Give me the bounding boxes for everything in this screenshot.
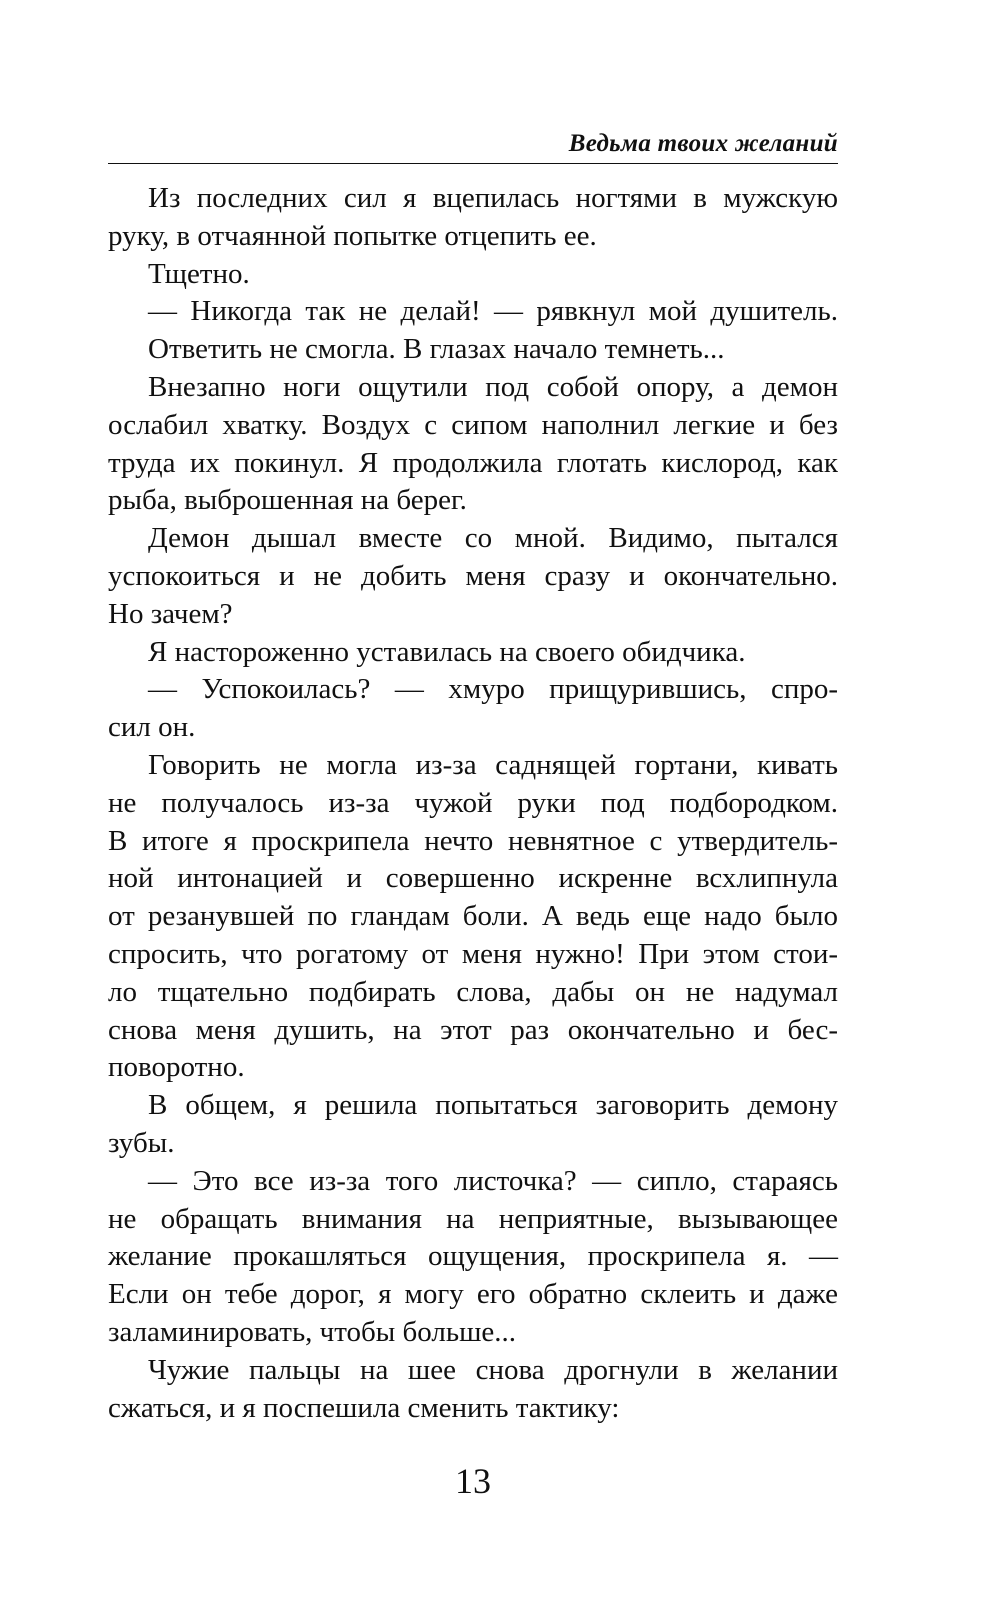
text-line: не обращать внимания на неприятные, вызывающее xyxy=(108,1202,838,1235)
text-line: зубы. xyxy=(108,1126,175,1159)
text-line: — Никогда так не делай! — рявкнул мой душитель. xyxy=(148,295,838,328)
running-title: Ведьма твоих желаний xyxy=(568,130,838,157)
text-line: труда их покинул. Я продолжила глотать кислород, как xyxy=(108,446,838,479)
text-line: ослабил хватку. Воздух с сипом наполнил легкие и без xyxy=(108,408,838,441)
text-line: Но зачем? xyxy=(108,597,233,630)
body-text xyxy=(108,180,838,1427)
text-line: от резанувшей по гландам боли. А ведь еще надо было xyxy=(108,900,838,933)
text-line: В итоге я проскрипела нечто невнятное с утвердитель- xyxy=(108,824,838,857)
text-line: Внезапно ноги ощутили под собой опору, а демон xyxy=(148,370,838,403)
text-line: Чужие пальцы на шее снова дрогнули в желании xyxy=(148,1353,838,1386)
text-line: Из последних сил я вцепилась ногтями в мужскую xyxy=(148,182,838,214)
text-line: желание прокашляться ощущения, проскрипела я. — xyxy=(108,1240,838,1273)
text-line: Если он тебе дорог, я могу его обратно склеить и даже xyxy=(108,1278,838,1311)
text-line: сжаться, и я поспешила сменить тактику: xyxy=(108,1391,620,1424)
text-line: — Это все из-за того листочка? — сипло, стараясь xyxy=(148,1164,838,1197)
text-line: ло тщательно подбирать слова, дабы он не надумал xyxy=(108,975,838,1008)
text-line: спросить, что рогатому от меня нужно! При этом стои- xyxy=(108,937,838,970)
page-number: 13 xyxy=(455,1461,491,1501)
text-line: заламинировать, чтобы больше... xyxy=(108,1315,517,1348)
text-line: Я настороженно уставилась на своего обидчика. xyxy=(148,635,746,668)
text-line: рыба, выброшенная на берег. xyxy=(108,484,467,517)
text-line: — Успокоилась? — хмуро прищурившись, спро- xyxy=(148,673,838,706)
text-line: не получалось из-за чужой руки под подбородком. xyxy=(108,786,838,819)
text-line: успокоиться и не добить меня сразу и окончательно. xyxy=(108,559,838,592)
header-rule xyxy=(108,163,838,164)
text-line: ной интонацией и совершенно искренне всхлипнула xyxy=(108,862,838,895)
text-line: Демон дышал вместе со мной. Видимо, пытался xyxy=(148,522,838,555)
text-line: поворотно. xyxy=(108,1051,245,1084)
text-line: снова меня душить, на этот раз окончательно и бес- xyxy=(108,1013,838,1046)
text-line: руку, в отчаянной попытке отцепить ее. xyxy=(108,219,597,252)
text-line: сил он. xyxy=(108,711,196,744)
text-line: Говорить не могла из-за саднящей гортани, кивать xyxy=(148,748,838,781)
text-line: Тщетно. xyxy=(148,257,250,290)
text-line: Ответить не смогла. В глазах начало темнеть... xyxy=(148,333,725,366)
text-line: В общем, я решила попытаться заговорить демону xyxy=(148,1089,838,1122)
